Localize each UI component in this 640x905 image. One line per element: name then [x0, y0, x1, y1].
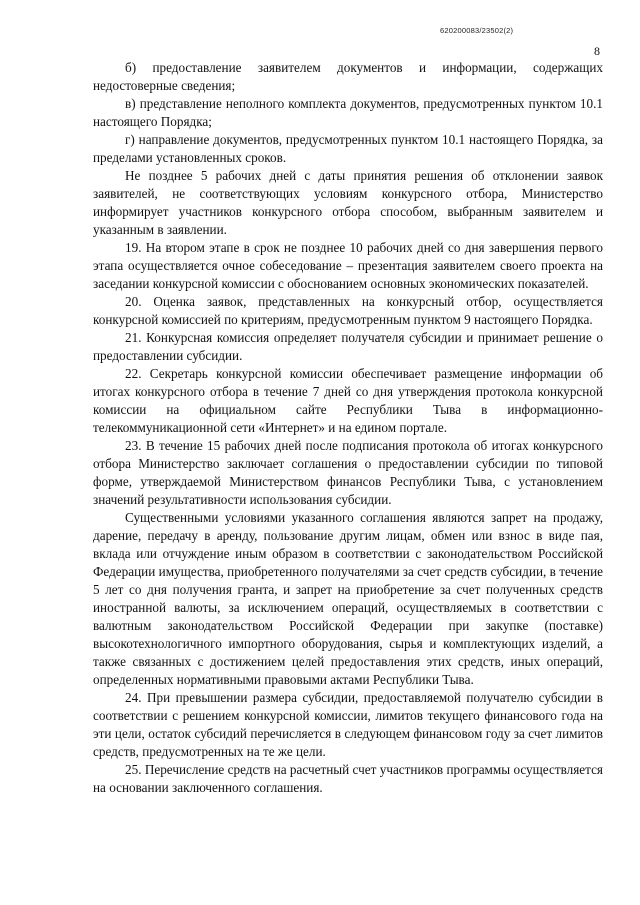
paragraph-rejection-notice: Не позднее 5 рабочих дней с даты принятия решения об отклонении заявок заявителей, не соответствующих условиям конкурсного отбора, Министерство информирует участников конкурсного отбора способом, выбранным заявителем и указанным в заявлении. — [93, 168, 603, 237]
paragraph-item-b: б) предоставление заявителем документов и информации, содержащих недостоверные сведения; — [93, 60, 603, 93]
paragraph-item-g: г) направление документов, предусмотренных пунктом 10.1 настоящего Порядка, за пределами установленных сроков. — [93, 132, 603, 165]
paragraph-essential-conditions: Существенными условиями указанного соглашения являются запрет на продажу, дарение, передачу в аренду, пользование другим лицам, обмен или взнос в виде пая, вклада или отчуждение иным образом в соответствии с законодательством Российской Федерации имущества, приобретенного получателями за счет средств субсидии, в течение 5 лет со дня получения гранта, и запрет на приобретение за счет полученных средств иностранной валюты, за исключением операций, осуществляемых в соответствии с валютным законодательством Российской Федерации при закупке (поставке) высокотехнологичного импортного оборудования, сырья и комплектующих изделий, а также связанных с достижением целей предоставления этих средств, иных операций, определенных нормативными правовыми актами Республики Тыва. — [93, 510, 603, 687]
paragraph-item-v: в) представление неполного комплекта документов, предусмотренных пунктом 10.1 настоящего Порядка; — [93, 96, 603, 129]
document-body — [93, 59, 603, 797]
document-id: 620200083/23502(2) — [440, 26, 514, 35]
paragraph-clause-22: 22. Секретарь конкурсной комиссии обеспечивает размещение информации об итогах конкурсного отбора в течение 7 дней со дня утверждения протокола конкурсной комиссии на официальном сайте Республики Тыва в информационно-телекоммуникационной сети «Интернет» и на едином портале. — [93, 366, 603, 435]
paragraph-clause-25: 25. Перечисление средств на расчетный счет участников программы осуществляется на основании заключенного соглашения. — [93, 762, 603, 795]
page-number: 8 — [594, 44, 600, 58]
paragraph-clause-20: 20. Оценка заявок, представленных на конкурсный отбор, осуществляется конкурсной комиссией по критериям, предусмотренным пунктом 9 настоящего Порядка. — [93, 294, 603, 327]
paragraph-clause-19: 19. На втором этапе в срок не позднее 10 рабочих дней со дня завершения первого этапа осуществляется очное собеседование – презентация заявителем своего проекта на заседании конкурсной комиссии с обоснованием основных экономических показателей. — [93, 240, 603, 291]
paragraph-clause-23: 23. В течение 15 рабочих дней после подписания протокола об итогах конкурсного отбора Министерство заключает соглашения о предоставлении субсидии по типовой форме, утверждаемой Министерством финансов Республики Тыва, с установлением значений результативности использования субсидии. — [93, 438, 603, 507]
paragraph-clause-21: 21. Конкурсная комиссия определяет получателя субсидии и принимает решение о предоставлении субсидии. — [93, 330, 603, 363]
paragraph-clause-24: 24. При превышении размера субсидии, предоставляемой получателю субсидии в соответствии с решением конкурсной комиссии, лимитов текущего финансового года на эти цели, остаток субсидий перечисляется в следующем финансовом году за счет лимитов средств, предусмотренных на те же цели. — [93, 690, 603, 759]
